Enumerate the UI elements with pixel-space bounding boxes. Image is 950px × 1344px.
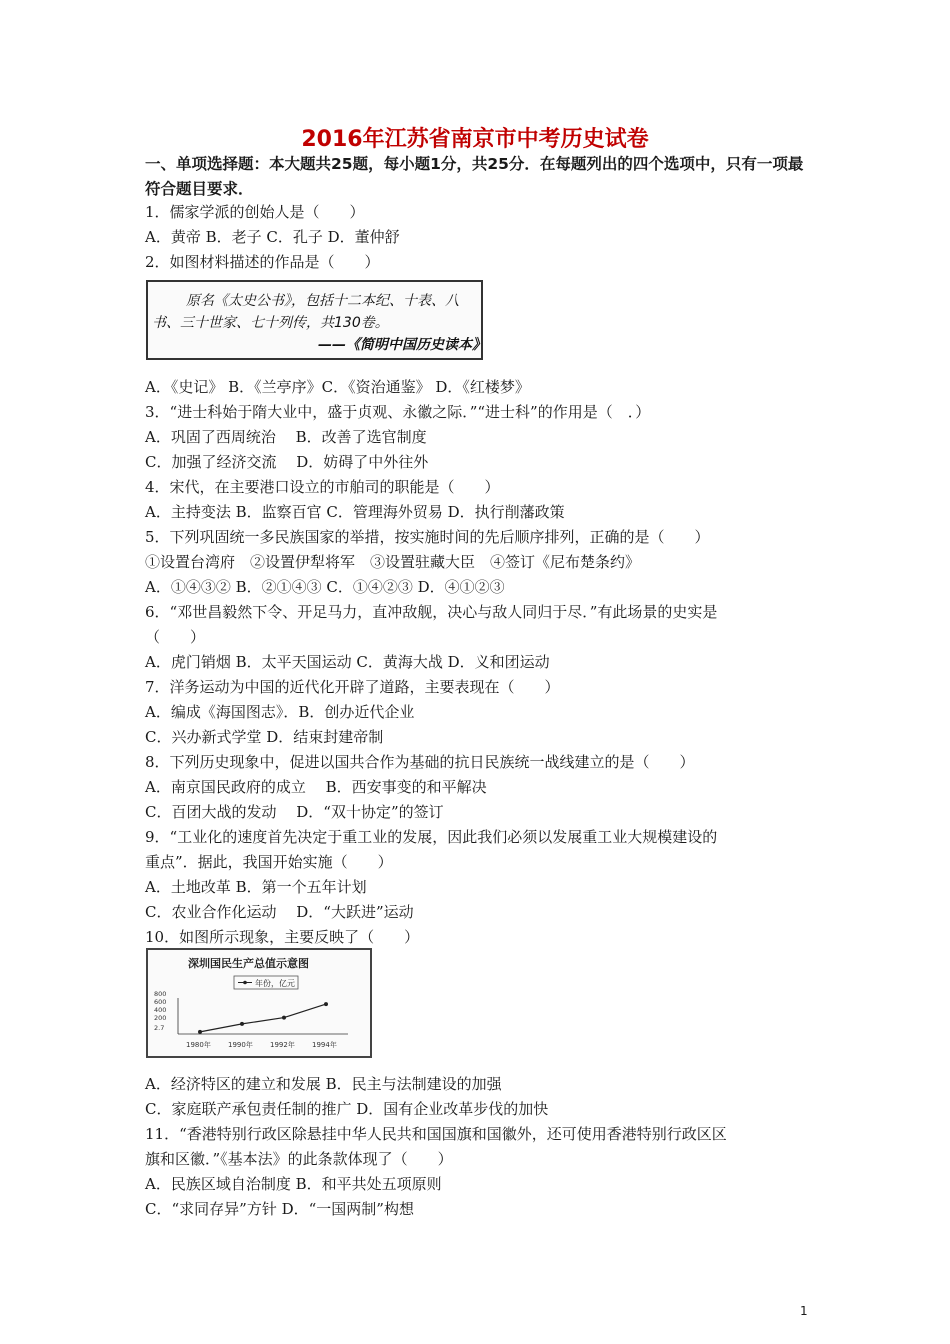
text-line: 5．下列巩固统一多民族国家的举措，按实施时间的先后顺序排列，正确的是（ ）	[145, 528, 710, 546]
text-line: 3．“进士科始于隋大业中，盛于贞观、永徽之际．”“进士科”的作用是（ ．）	[145, 403, 651, 421]
text-line: ①设置台湾府 ②设置伊犁将军 ③设置驻藏大臣 ④签订《尼布楚条约》	[145, 553, 641, 571]
text-line: C．农业合作化运动 D．“大跃进”运动	[145, 903, 414, 921]
text-line: A．土地改革 B．第一个五年计划	[145, 878, 367, 896]
chart-point	[198, 1030, 202, 1034]
chart-x-tick-label: 1992年	[270, 1041, 295, 1049]
text-line: A．南京国民政府的成立 B．西安事变的和平解决	[145, 778, 487, 796]
text-line: A．虎门销烟 B．太平天国运动 C．黄海大战 D．义和团运动	[145, 653, 550, 671]
text-line: 8．下列历史现象中，促进以国共合作为基础的抗日民族统一战线建立的是（ ）	[145, 753, 695, 771]
chart-legend-label: 年份，亿元	[255, 979, 295, 988]
chart-point	[324, 1002, 328, 1006]
text-line: A．巩固了西周统治 B．改善了选官制度	[145, 428, 427, 446]
text-line: A．编成《海国图志》．B．创办近代企业	[145, 703, 415, 721]
text-line: A．①④③② B．②①④③ C．①④②③ D．④①②③	[145, 578, 505, 596]
text-line: A．《史记》 B．《兰亭序》C．《资治通鉴》 D．《红楼梦》	[145, 378, 530, 396]
text-line: A．民族区域自治制度 B．和平共处五项原则	[145, 1175, 442, 1193]
chart-point	[240, 1022, 244, 1026]
text-line: 11．“香港特别行政区除悬挂中华人民共和国国旗和国徽外，还可使用香港特别行政区区	[145, 1125, 727, 1143]
text-line: 10．如图所示现象，主要反映了（ ）	[145, 928, 420, 946]
chart-point	[282, 1016, 286, 1020]
chart-series-line	[200, 1004, 326, 1032]
page-title: 2016年江苏省南京市中考历史试卷	[301, 127, 649, 152]
text-line: 2．如图材料描述的作品是（ ）	[145, 253, 380, 271]
text-line: （ ）	[145, 628, 206, 646]
quote-line-1: 原名《太史公书》，包括十二本纪、十表、八	[186, 293, 459, 309]
text-line: A．黄帝 B．老子 C．孔子 D．董仲舒	[145, 228, 400, 246]
chart-x-tick-label: 1990年	[228, 1041, 253, 1049]
chart-x-tick-label: 1980年	[186, 1041, 211, 1049]
text-line: 旗和区徽．”《基本法》的此条款体现了（ ）	[145, 1150, 453, 1168]
text-line: 9．“工业化的速度首先决定于重工业的发展，因此我们必须以发展重工业大规模建设的	[145, 828, 718, 846]
text-line: 4．宋代，在主要港口设立的市舶司的职能是（ ）	[145, 478, 500, 496]
chart-x-tick-label: 1994年	[312, 1041, 337, 1049]
text-line: C．百团大战的发动 D．“双十协定”的签订	[145, 803, 444, 821]
text-line: C．加强了经济交流 D．妨碍了中外往外	[145, 453, 429, 471]
chart-y-tick-label: 400	[154, 1006, 167, 1014]
chart-y-tick-label: 2.7	[154, 1024, 165, 1032]
text-line: 6．“邓世昌毅然下令、开足马力，直冲敌舰，决心与敌人同归于尽．”有此场景的史实是	[145, 603, 718, 621]
text-line: 重点”．据此，我国开始实施（ ）	[145, 853, 393, 871]
text-line: 1．儒家学派的创始人是（ ）	[145, 203, 365, 221]
chart-y-tick-label: 800	[154, 990, 167, 998]
text-line: C．兴办新式学堂 D．结束封建帝制	[145, 728, 384, 746]
page-number: 1	[800, 1304, 808, 1318]
gdp-chart	[146, 948, 372, 1058]
text-line: 7．洋务运动为中国的近代化开辟了道路，主要表现在（ ）	[145, 678, 560, 696]
text-line: A．经济特区的建立和发展 B．民主与法制建设的加强	[145, 1075, 502, 1093]
text-line: C．“求同存异”方针 D．“一国两制”构想	[145, 1200, 414, 1218]
chart-title: 深圳国民生产总值示意图	[188, 957, 309, 970]
section-heading: 一、单项选择题：本大题共25题，每小题1分，共25分．在每题列出的四个选项中，只有一项最符合题目要求．	[145, 155, 804, 198]
quote-image	[146, 280, 486, 360]
text-line: A．主持变法 B．监察百官 C．管理海外贸易 D．执行削藩政策	[145, 503, 565, 521]
text-line: C．家庭联产承包责任制的推广 D．国有企业改革步伐的加快	[145, 1100, 549, 1118]
chart-y-tick-label: 200	[154, 1014, 167, 1022]
chart-y-tick-label: 600	[154, 998, 167, 1006]
gdp-chart-svg	[148, 950, 370, 1056]
quote-source: ——《简明中国历史读本》	[318, 337, 486, 353]
chart-legend-marker	[243, 981, 247, 985]
quote-line-2: 书、三十世家、七十列传，共130卷。	[152, 315, 389, 331]
